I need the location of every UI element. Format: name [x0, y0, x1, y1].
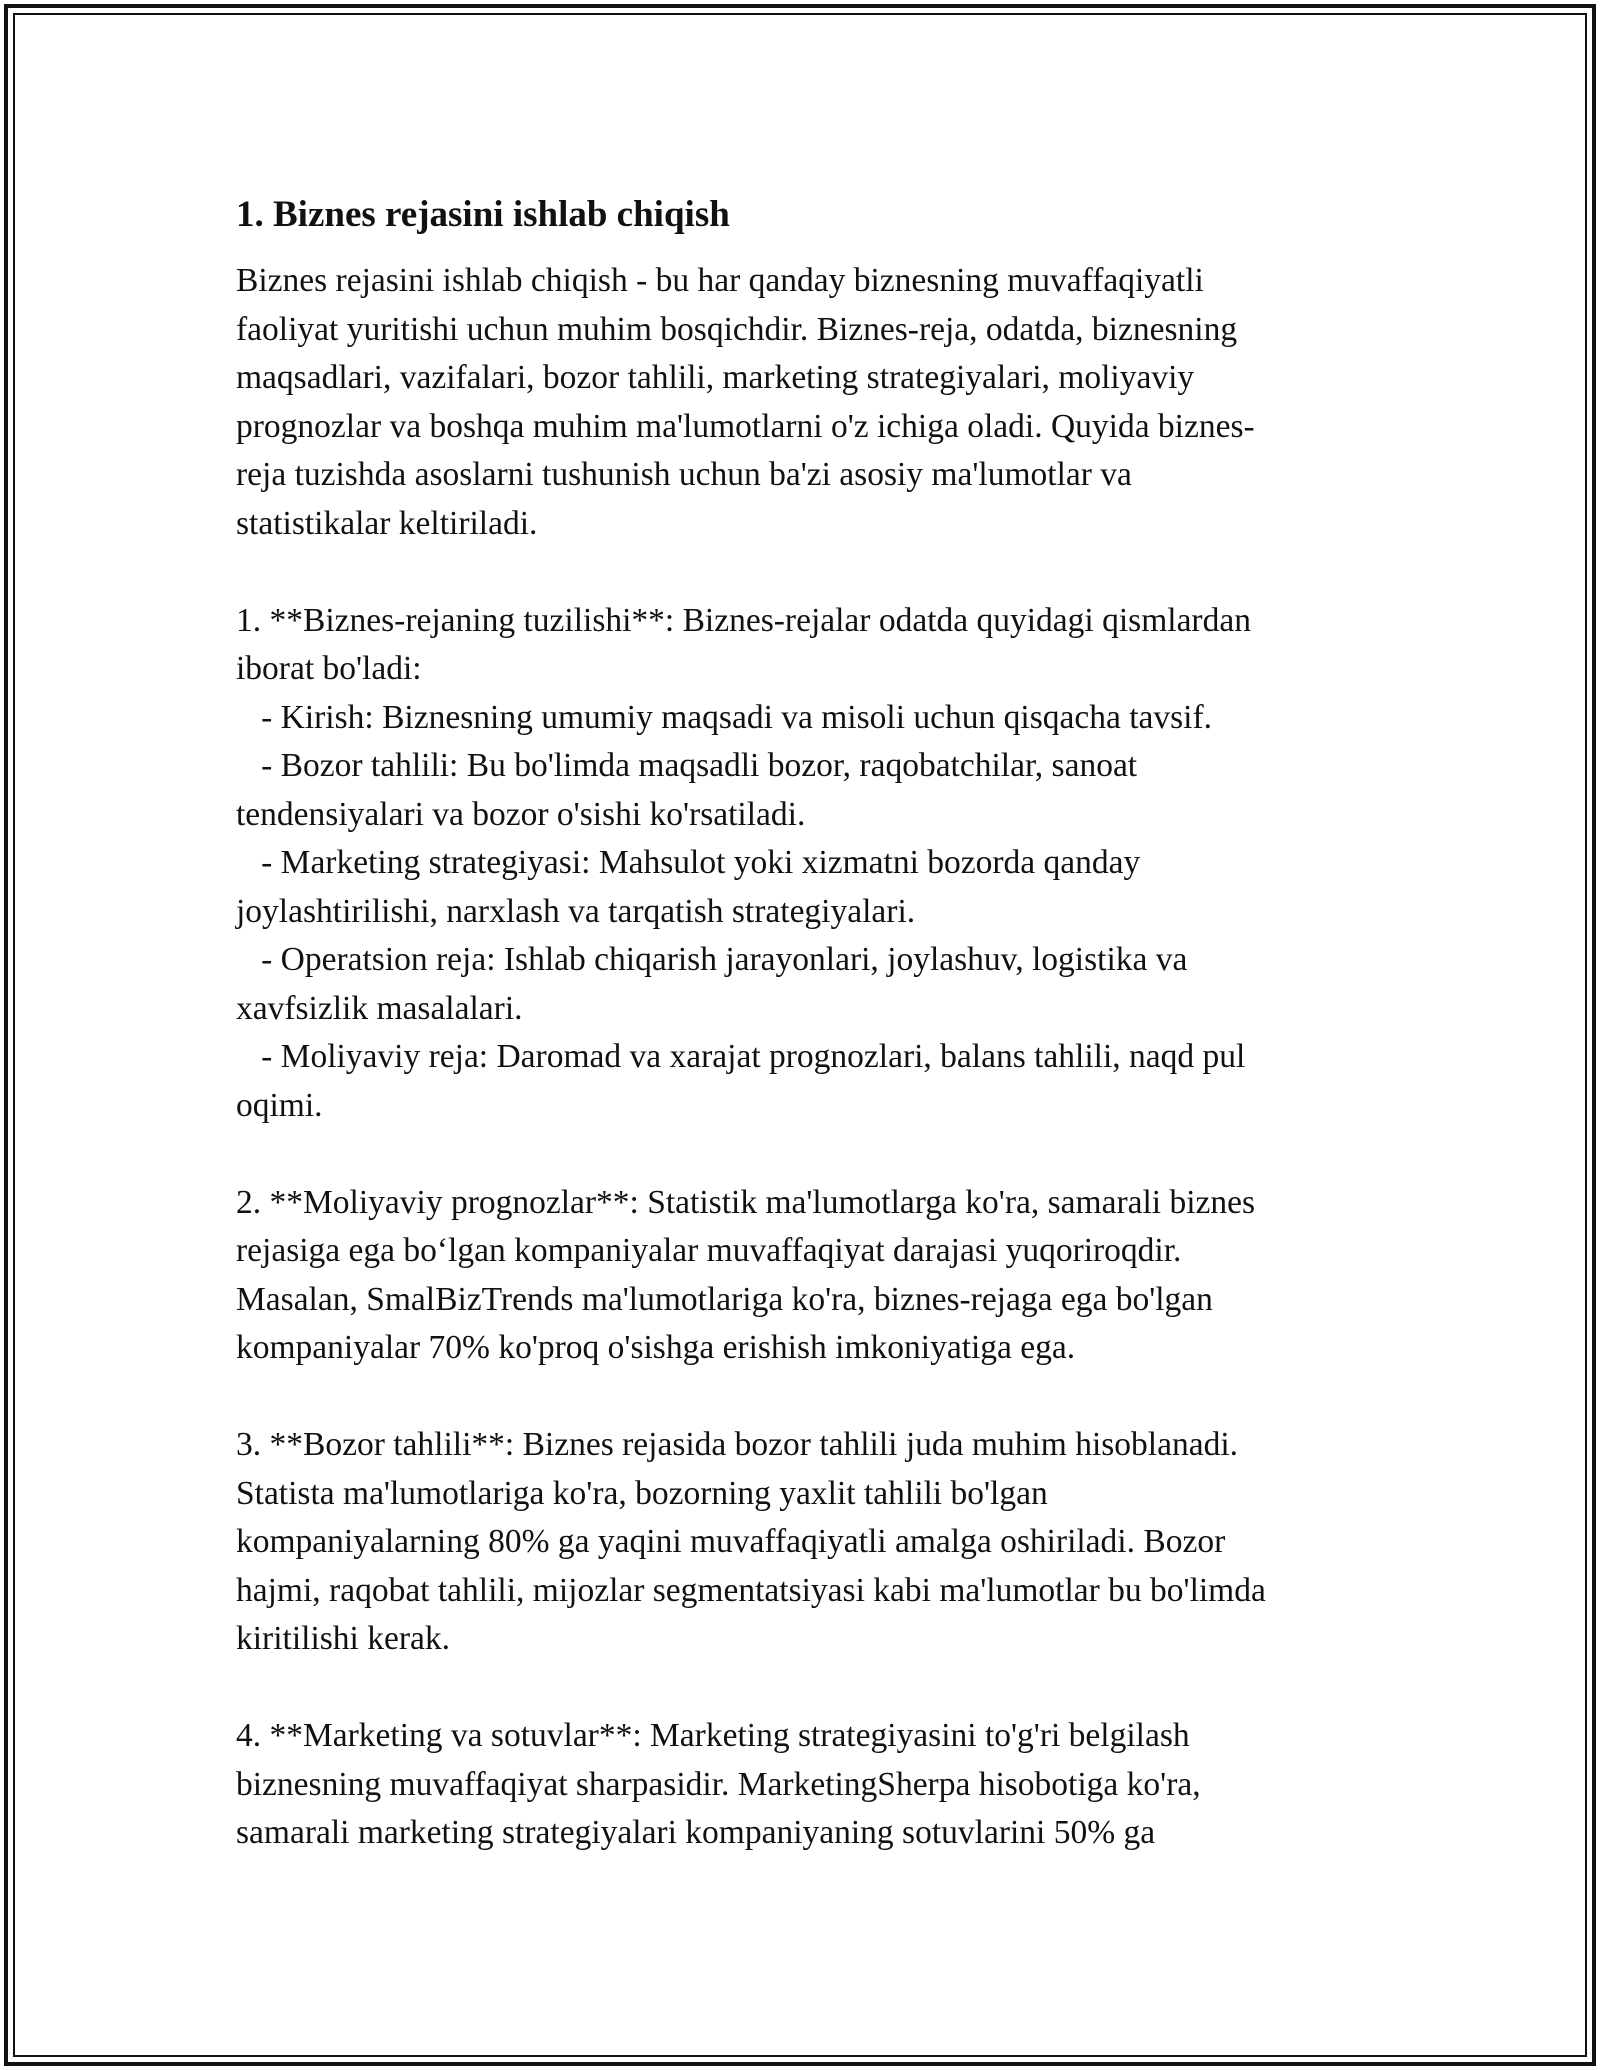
document-title: 1. Biznes rejasini ishlab chiqish	[236, 194, 730, 235]
section-market-analysis: 3. **Bozor tahlili**: Biznes rejasida bozor tahlili juda muhim hisoblanadi. Statista ma'lumotlariga ko'ra, bozorning yaxlit tahlili bo'lgan kompaniyalarning 80% ga yaqini muvaffaqiyatli amalga oshiriladi. Bozor hajmi, raqobat tahlili, mijozlar segmentatsiyasi kabi ma'lumotlar bu bo'limda kiritilishi kerak.	[236, 1426, 1266, 1657]
paragraph-spacer	[236, 1664, 1368, 1713]
section-marketing-sales: 4. **Marketing va sotuvlar**: Marketing strategiyasini to'g'ri belgilash biznesning muvaffaqiyat sharpasidir. MarketingSherpa hisobotiga ko'ra, samarali marketing strategiyalari kompaniyaning sotuvlarini 50% ga	[236, 1717, 1201, 1851]
intro-paragraph: Biznes rejasini ishlab chiqish - bu har qanday biznesning muvaffaqiyatli faoliyat yuritishi uchun muhim bosqichdir. Biznes-reja, odatda, biznesning maqsadlari, vazifalari, bozor tahlili, marketing strategiyalari, moliyaviy prognozlar va boshqa muhim ma'lumotlarni o'z ichiga oladi. Quyida biznes- reja tuzishda asoslarni tushunish uchun ba'zi asosiy ma'lumotlar va statistikalar keltiriladi.	[236, 262, 1255, 542]
document-body	[236, 186, 1368, 1858]
paragraph-spacer	[236, 548, 1368, 597]
section-financial-forecasts: 2. **Moliyaviy prognozlar**: Statistik ma'lumotlarga ko'ra, samarali biznes rejasiga ega bo‘lgan kompaniyalar muvaffaqiyat darajasi yuqoriroqdir. Masalan, SmalBizTrends ma'lumotlariga ko'ra, biznes-rejaga ega bo'lgan kompaniyalar 70% ko'proq o'sishga erishish imkoniyatiga ega.	[236, 1183, 1256, 1366]
paragraph-spacer	[236, 1373, 1368, 1422]
paragraph-spacer	[236, 1130, 1368, 1179]
section-structure: 1. **Biznes-rejaning tuzilishi**: Biznes-rejalar odatda quyidagi qismlardan iborat bo'ladi: - Kirish: Biznesning umumiy maqsadi va misoli uchun qisqacha tavsif. - Bozor tahlili: Bu bo'limda maqsadli bozor, raqobatchilar, sanoat tendensiyalari va bozor o'sishi ko'rsatiladi. - Marketing strategiyasi: Mahsulot yoki xizmatni bozorda qanday joylashtirilishi, narxlash va tarqatish strategiyalari. - Operatsion reja: Ishlab chiqarish jarayonlari, joylashuv, logistika va xavfsizlik masalalari. - Moliyaviy reja: Daromad va xarajat prognozlari, balans tahlili, naqd pul oqimi.	[236, 601, 1251, 1124]
